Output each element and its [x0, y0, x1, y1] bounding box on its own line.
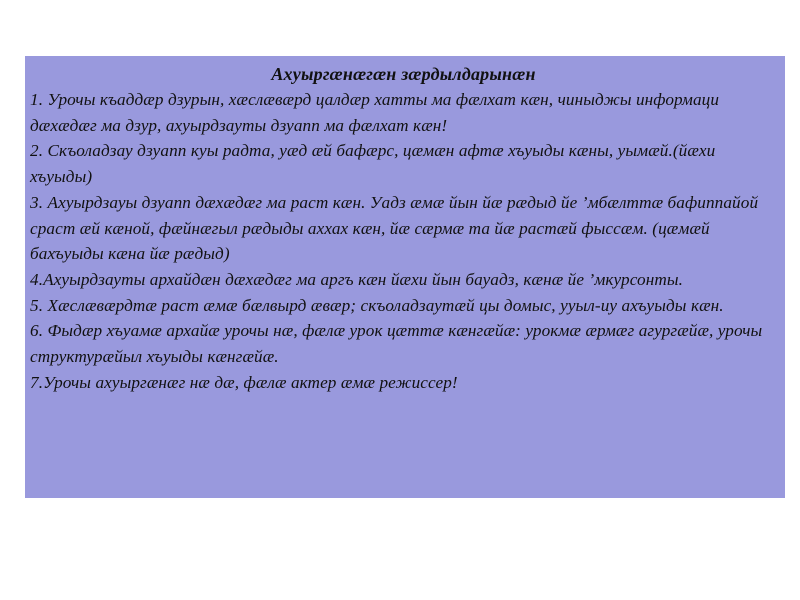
paragraph-1: 1. Урочы къаддæр дзурын, хæслæвæрд цалдæр хатты ма фæлхат кæн, чиныджы информаци дæхæдæг ма дзур, ахуырдзауты дзуапп ма фæлхат кæн! — [30, 90, 720, 135]
paragraph-3: 3. Ахуырдзауы дзуапп дæхæдæг ма раст кæн. Уадз æмæ йын йæ рæдыд йе ’мбæлттæ бафиппайой сраст æй кæной, фæйнæгыл рæдыды аххах кæн, йæ сæрмæ та йæ растæй фыссæм. (цæмæй бахъуыды кæна йæ рæдыд) — [30, 192, 759, 264]
paragraph-7: 7.Урочы ахуыргæнæг нæ дæ, фæлæ актер æмæ режиссер! — [30, 372, 458, 392]
text-box — [25, 56, 785, 498]
slide-title: Ахуыргæнæгæн зæрдылдарынæн — [271, 64, 536, 84]
paragraph-4: 4.Ахуырдзауты архайдæн дæхæдæг ма аргъ кæн йæхи йын бауадз, кæнæ йе ’мкурсонты. — [30, 269, 683, 289]
paragraph-6: 6. Фыдæр хъуамæ архайæ урочы нæ, фæлæ урок цæттæ кæнгæйæ: урокмæ æрмæг агургæйæ, урочы структурæйыл хъуыды кæнгæйæ. — [30, 321, 763, 367]
paragraph-2: 2. Скъоладзау дзуапп куы радта, уæд æй бафæрс, цæмæн афтæ хъуыды кæны, уымæй.(йæхи хъуыды) — [30, 141, 716, 187]
paragraph-5: 5. Хæслæвæрдтæ раст æмæ бæлвырд æвæр; скъоладзаутæй цы домыс, ууыл-иу ахъуыды кæн. — [30, 295, 724, 315]
